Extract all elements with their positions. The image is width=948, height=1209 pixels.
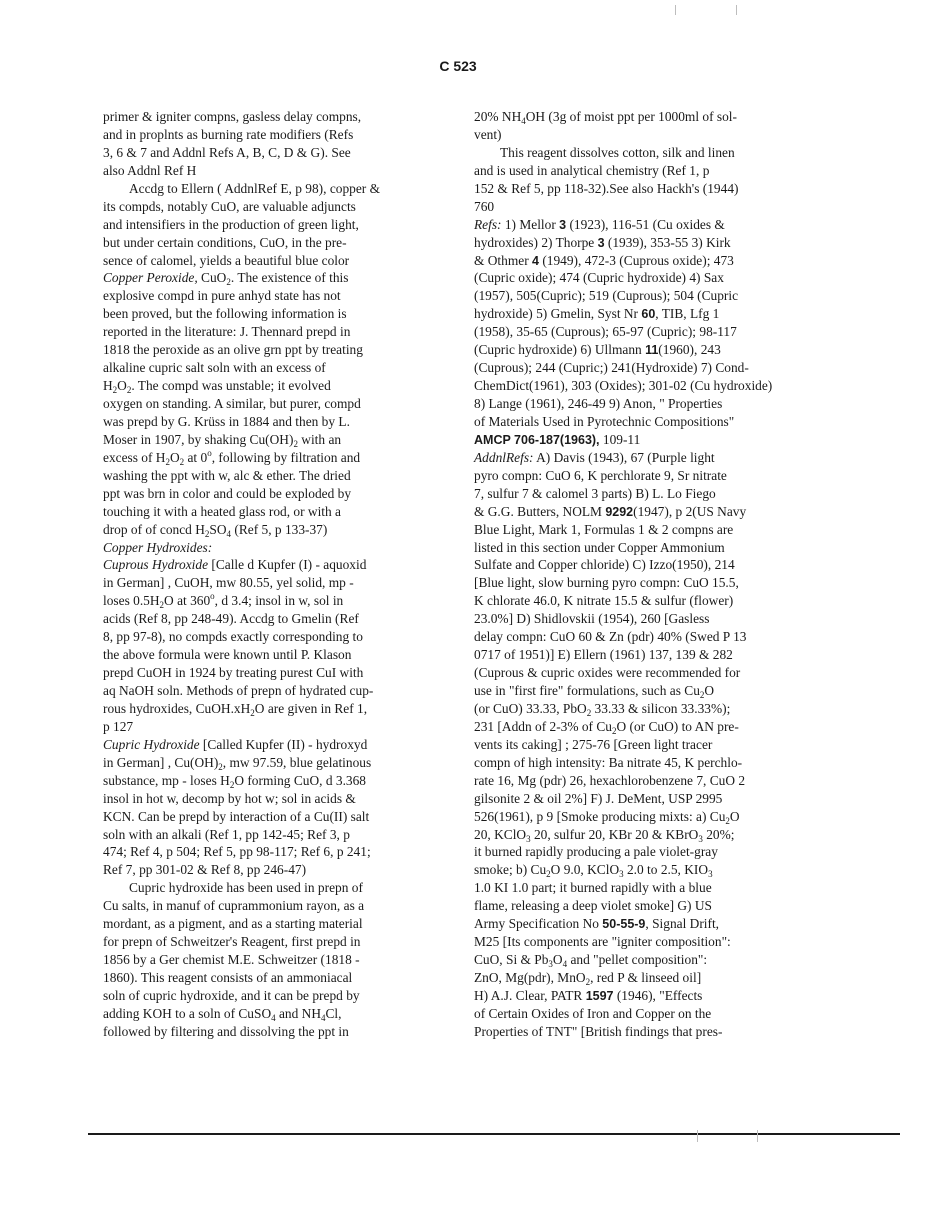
text-line: H) A.J. Clear, PATR 1597 (1946), "Effects: [474, 987, 703, 1003]
text-line: KCN. Can be prepd by interaction of a Cu(II) salt: [103, 808, 370, 824]
page-number: C 523: [439, 58, 477, 74]
left-column: [103, 108, 433, 1041]
text-line: (or CuO) 33.33, PbO$_2$ 33.33 & silicon 33.33%);: [474, 700, 731, 718]
text-line: 526(1961), p 9 [Smoke producing mixts: a) $Cu_2O$: [474, 808, 740, 826]
text-line: insol in hot w, decomp by hot w; sol in acids &: [103, 790, 356, 806]
scan-mark: [675, 5, 676, 15]
text-line: 20, KClO$_3$ 20, sulfur 20, KBr 20 & KBrO$_3$ 20%;: [474, 826, 735, 844]
text-line: K chlorate 46.0, K nitrate 15.5 & sulfur (flower): [474, 593, 734, 609]
text-line: and is used in analytical chemistry (Ref 1, p: [474, 162, 710, 178]
text-line: pyro compn: CuO 6, K perchlorate 9, Sr nitrate: [474, 467, 727, 483]
text-line: Moser in 1907, by shaking $Cu(OH)_2$ with an: [103, 431, 342, 449]
text-line: Cuprous Hydroxide [Calle d Kupfer (I) - aquoxid: [103, 557, 367, 573]
text-line: of Certain Oxides of Iron and Copper on the: [474, 1005, 712, 1021]
text-line: Properties of TNT" [British findings that pres-: [474, 1023, 723, 1039]
text-line: rate 16, Mg (pdr) 26, hexachlorobenzene 7, CuO 2: [474, 772, 746, 788]
scan-mark: [697, 1130, 698, 1142]
text-line: oxygen on standing. A similar, but purer, compd: [103, 396, 361, 411]
text-line: 0717 of 1951)] E) Ellern (1961) 137, 139 & 282: [474, 647, 733, 663]
text-line: Cupric hydroxide has been used in prepn of: [129, 880, 363, 896]
scan-mark: [736, 5, 737, 15]
text-line: Refs: 1) Mellor 3 (1923), 116-51 (Cu oxides &: [474, 216, 725, 232]
text-line: Cu salts, in manuf of cuprammonium rayon, as a: [103, 898, 365, 914]
text-line: 474; Ref 4, p 504; Ref 5, pp 98-117; Ref 6, p 241;: [103, 844, 371, 860]
text-line: rous hydroxides, $CuOH.xH_2O$ are given in Ref 1,: [103, 700, 368, 718]
text-line: soln of cupric hydroxide, and it can be prepd by: [103, 987, 360, 1003]
text-line: 23.0%] D) Shidlovskii (1954), 260 [Gasless: [474, 611, 710, 627]
text-line: 1860). This reagent consists of an ammoniacal: [103, 970, 353, 985]
text-line: touching it with a heated glass rod, or with a: [103, 503, 342, 519]
text-line: AMCP 706-187(1963), 109-11: [474, 431, 641, 447]
text-line: aq NaOH soln. Methods of prepn of hydrated cup-: [103, 683, 374, 698]
text-line: in German] , CuOH, mw 80.55, yel solid, mp -: [103, 575, 354, 591]
text-line: 8, pp 97-8), no compds exactly corresponding to: [103, 629, 363, 645]
text-line: explosive compd in pure anhyd state has not: [103, 288, 341, 304]
text-line: 152 & Ref 5, pp 118-32).See also Hackh's (1944): [474, 180, 739, 196]
text-line: 8) Lange (1961), 246-49 9) Anon, " Properties: [474, 396, 723, 411]
text-line: reported in the literature: J. Thennard prepd in: [103, 324, 351, 340]
text-line: and in proplnts as burning rate modifiers (Refs: [103, 126, 354, 142]
text-line: (Cuprous & cupric oxides were recommended for: [474, 665, 741, 681]
text-line: 20% $NH_4OH$ (3g of moist ppt per 1000ml of sol-: [474, 109, 737, 126]
text-line: hydroxide) 5) Gmelin, Syst Nr 60, TIB, Lfg 1: [474, 306, 720, 322]
text-line: Copper Hydroxides:: [103, 539, 213, 555]
text-line: This reagent dissolves cotton, silk and linen: [500, 144, 735, 160]
text-line: vent): [474, 126, 502, 142]
text-line: also Addnl Ref H: [103, 162, 197, 178]
text-line: AddnlRefs: A) Davis (1943), 67 (Purple light: [474, 449, 715, 465]
text-line: & G.G. Butters, NOLM 9292(1947), p 2(US Navy: [474, 503, 747, 519]
text-line: and intensifiers in the production of green light,: [103, 216, 359, 232]
text-line: alkaline cupric salt soln with an excess of: [103, 360, 326, 376]
text-line: $H_2O_2$. The compd was unstable; it evolved: [103, 378, 331, 396]
text-line: delay compn: CuO 60 & Zn (pdr) 40% (Swed P 13: [474, 629, 747, 645]
text-line: [Blue light, slow burning pyro compn: CuO 15.5,: [474, 575, 739, 591]
text-line: (Cupric hydroxide) 6) Ullmann 11(1960), 243: [474, 342, 721, 358]
text-line: followed by filtering and dissolving the ppt in: [103, 1023, 349, 1039]
text-line: compn of high intensity: Ba nitrate 45, K perchlo-: [474, 754, 743, 770]
text-line: mordant, as a pigment, and as a starting material: [103, 916, 363, 932]
text-line: 7, sulfur 7 & calomel 3 parts) B) L. Lo Fiego: [474, 485, 716, 501]
text-line: Cupric Hydroxide [Called Kupfer (II) - hydroxyd: [103, 736, 368, 752]
text-line: Ref 7, pp 301-02 & Ref 8, pp 246-47): [103, 862, 307, 878]
text-line: Sulfate and Copper chloride) C) Izzo(1950), 214: [474, 557, 735, 573]
scan-mark: [757, 1130, 758, 1142]
text-line: of Materials Used in Pyrotechnic Compositions": [474, 413, 735, 429]
text-line: prepd CuOH in 1924 by treating purest CuI with: [103, 665, 364, 681]
text-line: loses $0.5H_2O$ at 360$^o$, d 3.4; insol in w, sol in: [103, 591, 344, 611]
text-line: sence of calomel, yields a beautiful blue color: [103, 252, 350, 268]
footer-rule: [88, 1133, 900, 1135]
text-line: CuO, Si & $Pb_3O_4$ and "pellet composition":: [474, 952, 708, 970]
text-line: excess of $H_2O_2$ at 0$^o$, following by filtration and: [103, 447, 361, 467]
text-line: (1958), 35-65 (Cuprous); 65-97 (Cupric); 98-117: [474, 324, 737, 340]
text-line: ppt was brn in color and could be exploded by: [103, 485, 352, 501]
text-line: 3, 6 & 7 and Addnl Refs A, B, C, D & G). See: [103, 144, 351, 160]
text-line: soln with an alkali (Ref 1, pp 142-45; Ref 3, p: [103, 826, 350, 842]
text-line: gilsonite 2 & oil 2%] F) J. DeMent, USP 2995: [474, 790, 723, 806]
text-line: hydroxides) 2) Thorpe 3 (1939), 353-55 3) Kirk: [474, 234, 731, 250]
text-line: use in "first fire" formulations, such as $Cu_2O$: [474, 683, 715, 700]
text-line: smoke; b) $Cu_2O$ 9.0, KClO$_3$ 2.0 to 2.5, $KIO_3$: [474, 862, 713, 880]
text-line: (Cuprous); 244 (Cupric;) 241(Hydroxide) 7) Cond-: [474, 360, 749, 376]
text-line: the above formula were known until P. Klason: [103, 647, 352, 663]
text-line: for prepn of Schweitzer's Reagent, first prepd in: [103, 934, 361, 950]
text-line: (Cupric oxide); 474 (Cupric hydroxide) 4) Sax: [474, 270, 724, 286]
text-line: but under certain conditions, CuO, in the pre-: [103, 234, 347, 250]
text-line: been proved, but the following information is: [103, 306, 347, 322]
text-line: M25 [Its components are "igniter composition":: [474, 934, 731, 950]
text-line: acids (Ref 8, pp 248-49). Accdg to Gmelin (Ref: [103, 611, 359, 627]
text-line: p 127: [103, 718, 134, 734]
text-line: flame, releasing a deep violet smoke] G) US: [474, 898, 712, 914]
text-line: substance, mp - loses $H_2O$ forming CuO, d 3.368: [103, 772, 366, 790]
text-line: & Othmer 4 (1949), 472-3 (Cuprous oxide); 473: [474, 252, 734, 268]
text-line: washing the ppt with w, alc & ether. The dried: [103, 467, 351, 483]
text-line: vents its caking] ; 275-76 [Green light tracer: [474, 736, 713, 752]
text-line: listed in this section under Copper Ammonium: [474, 539, 725, 555]
text-line: 760: [474, 198, 495, 214]
text-line: its compds, notably CuO, are valuable adjuncts: [103, 198, 356, 214]
text-line: Army Specification No 50-55-9, Signal Drift,: [474, 916, 720, 932]
text-line: 231 [Addn of 2-3% of $Cu_2O$ (or CuO) to AN pre-: [474, 718, 739, 736]
text-line: primer & igniter compns, gasless delay compns,: [103, 109, 362, 124]
text-line: ZnO, Mg(pdr), MnO$_2$, red P & linseed oil]: [474, 970, 702, 987]
right-column: [474, 108, 834, 1041]
text-line: adding KOH to a soln of CuSO$_4$ and $NH_4Cl$,: [103, 1005, 342, 1023]
text-line: Blue Light, Mark 1, Formulas 1 & 2 compns are: [474, 521, 734, 537]
text-line: ChemDict(1961), 303 (Oxides); 301-02 (Cu hydroxide): [474, 378, 773, 394]
text-line: (1957), 505(Cupric); 519 (Cuprous); 504 (Cupric: [474, 288, 739, 304]
text-line: 1856 by a Ger chemist M.E. Schweitzer (1818 -: [103, 952, 360, 968]
text-line: it burned rapidly producing a pale violet-gray: [474, 844, 718, 860]
text-line: Copper Peroxide, CuO$_2$. The existence of this: [103, 270, 349, 288]
text-line: in German] , $Cu(OH)_2$, mw 97.59, blue gelatinous: [103, 754, 372, 772]
text-line: 1818 the peroxide as an olive grn ppt by treating: [103, 342, 363, 358]
text-line: drop of of concd $H_2SO_4$ (Ref 5, p 133-37): [103, 521, 328, 539]
text-line: was prepd by G. Krüss in 1884 and then by L.: [103, 413, 350, 429]
text-line: 1.0 KI 1.0 part; it burned rapidly with a blue: [474, 880, 712, 896]
text-line: Accdg to Ellern ( AddnlRef E, p 98), copper &: [129, 180, 381, 196]
